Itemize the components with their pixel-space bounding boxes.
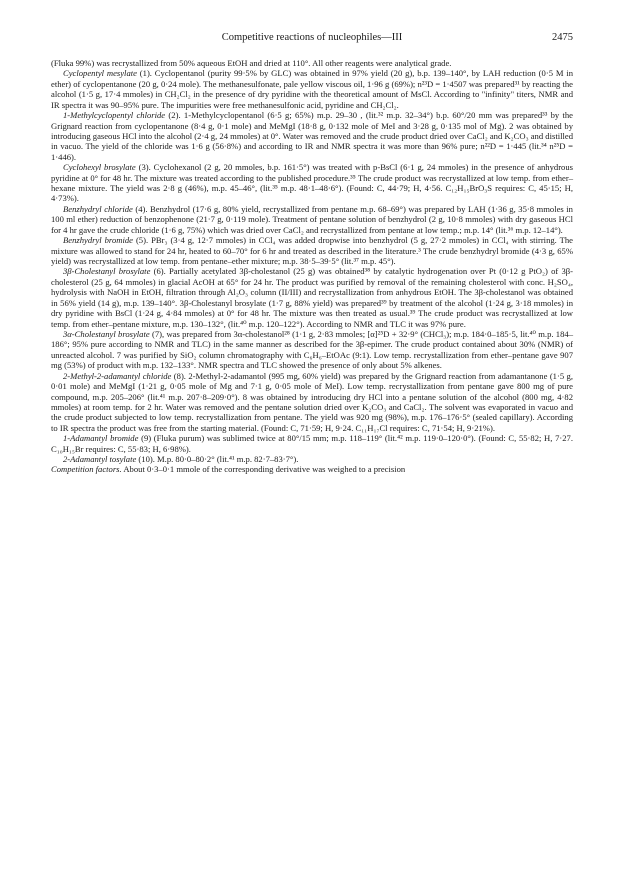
paragraph-text: (Fluka 99%) was recrystallized from 50% aqueous EtOH and dried at 110°. All other reagents were analytical grade. bbox=[51, 58, 452, 68]
paragraph-heading: Competition factors. bbox=[51, 464, 122, 475]
paragraph-text: (4). Benzhydrol (17·6 g, 80% yield, recrystallized from pentane m.p. 68–69°) was prepared by LAH (1·36 g, 35·8 mmoles in 100 ml ether) reduction of benzophenone (21·7 g, 0·119 mole). Treatment of pentane solution of benzhydrol (2 g, 10·8 mmoles) with dry gaseous HCl for 4 hr gave the crude chloride (1·6 g, 75%) which was dried over CaCl₂ and recrystallized from pentane at low temp.; m.p. 14° (lit.³⁶ m.p. 12–14°). bbox=[51, 203, 573, 235]
paragraph-text: About 0·3–0·1 mmole of the corresponding derivative was weighed to a precision bbox=[121, 464, 406, 475]
paragraph-cyclohexyl-brosylate bbox=[51, 162, 573, 204]
paragraph-text: (7), was prepared from 3α-cholestanol²⁸ (1·1 g, 2·83 mmoles; [α]²⁵D + 32·9° (CHCl₃); m.p. 184·0–185·5, lit.⁴⁰ m.p. 184–186°; 95% pure according to NMR and TLC) in the same manner as described for the 3β-epimer. The crude product contained about 30% (NMR) of unreacted alcohol. 7 was purified by SiO₂ column chromatography with C₆H₆–EtOAc (9:1). Low temp. recrystallization from ether–pentane gave 907 mg (53%) of product with m.p. 132–133°. NMR spectra and TLC showed the presence of only about 5% alkenes. bbox=[51, 328, 573, 371]
journal-page bbox=[51, 30, 573, 475]
paragraph-text: (5). PBr₃ (3·4 g, 12·7 mmoles) in CCl₄ was added dropwise into benzhydrol (5 g, 27·2 mmoles) in CCl₄ with stirring. The mixture was allowed to stand for 24 hr, heated to 60–70° for 6 hr and treated as described in the literature.³ The crude benzhydryl bromide (4·3 g, 65% yield) was recrystallized at low temp. from pentane–ether mixture; m.p. 38·5–39·5° (lit.³⁷ m.p. 45°). bbox=[51, 235, 573, 267]
paragraph-text: (9) (Fluka purum) was sublimed twice at 80°/15 mm; m.p. 118–119° (lit.⁴² m.p. 119·0–120·0°). (Found: C, 55·82; H, 7·27. C₁₀H₁₅Br requires: C, 55·83; H, 6·98%). bbox=[51, 433, 573, 454]
paragraph-text: (1). Cyclopentanol (purity 99·5% by GLC) was obtained in 97% yield (20 g), b.p. 139–140°, by LAH reduction (0·5 M in ether) of cyclopentanone (20 g, 0·24 mole). The methanesulfonate, pale yellow viscous oil, 1·96 g (69%); n²³D = 1·4507 was prepared³¹ by reacting the alcohol (1·5 g, 17·4 mmoles) in CH₂Cl₂ in the presence of dry pyridine with the theoretical amount of MsCl. According to "infinity" titers, NMR and IR spectra it was 90–95% pure. The impurities were free methanesulfonic acid, pyridine and CH₂Cl₂. bbox=[51, 68, 573, 110]
paragraph-heading: 1-Adamantyl bromide bbox=[63, 433, 139, 444]
paragraph-methylcyclopentyl-chloride bbox=[51, 110, 573, 162]
paragraph-reagents bbox=[51, 58, 573, 68]
paragraph-heading: 1-Methylcyclopentyl chloride bbox=[63, 110, 166, 121]
paragraph-heading: 2-Adamantyl tosylate bbox=[63, 454, 137, 465]
paragraph-text: (10). M.p. 80·0–80·2° (lit.⁴¹ m.p. 82·7–83·7°). bbox=[136, 454, 299, 465]
paragraph-text: (6). Partially acetylated 3β-cholestanol (25 g) was obtained³⁸ by catalytic hydrogenation over Pt (0·12 g PtO₂) of 3β-cholesterol (25 g, 64 mmoles) in glacial AcOH at 65° for 24 hr. The product was purified by removal of the remaining cholesterol with conc. H₂SO₄, hydrolysis with NaOH in EtOH, filtration through Al₂O₃ column (II/III) and recrystallization from anhydrous EtOH. The 3β-cholestanol was obtained in 56% yield (14 g), m.p. 139–140°. 3β-Cholestanyl brosylate (1·7 g, 88% yield) was prepared³⁹ by treatment of the alcohol (1·24 g, 3·18 mmoles) in dry pyridine with BsCl (1·24 g, 4·84 mmoles) at 0° for 48 hr. The mixture was then treated as usual.³⁹ The crude product was recrystallized at low temp. from ether–pentane mixture, m.p. 130–132°, (lit.⁴⁰ m.p. 120–122°). According to NMR and TLC it was 97% pure. bbox=[51, 266, 573, 329]
paragraph-heading: Benzhydryl chloride bbox=[63, 203, 133, 214]
paragraph-heading: 3α-Cholestanyl brosylate bbox=[63, 328, 150, 339]
paragraph-text: (2). 1-Methylcyclopentanol (6·5 g; 65%) m.p. 29–30 , (lit.³² m.p. 32–34°) b.p. 60°/20 mm was prepared³³ by the Grignard reaction from cyclopentanone (8·4 g, 0·1 mole) and MeMgI (18·8 g, 0·132 mole of MeI and 3·28 g, 0·135 mol of Mg). 2 was obtained by introducing gaseous HCl into the alcohol (2·4 g, 24 mmoles) at 0°. Water was removed and the crude product dried over CaCl₂ and K₂CO₃ and distilled in vacuo. The yield of the chloride was 1·6 g (56·8%) and according to IR and NMR spectra it was more than 96% pure; n²²D = 1·445 (lit.³⁴ n²⁵D = 1·446). bbox=[51, 110, 573, 162]
paragraph-heading: 2-Methyl-2-adamantyl chloride bbox=[63, 370, 172, 381]
paragraph-adamantyl-bromide bbox=[51, 433, 573, 454]
paragraph-text: (3). Cyclohexanol (2 g, 20 mmoles, b.p. 161·5°) was treated with p-BsCl (6·1 g, 24 mmoles) in the presence of anhydrous pyridine at 0° for 48 hr. The mixture was treated according to the published procedure.³⁵ The crude product was recrystallized at low temp. from ether–hexane mixture. The yield was 2·8 g (46%), m.p. 45–46°, (lit.³⁵ m.p. 48·1–48·6°). (Found: C, 44·79; H, 4·56. C₁₂H₁₅BrO₃S requires: C, 45·15; H, 4·73%). bbox=[51, 162, 573, 204]
paragraph-3beta-cholestanyl-brosylate bbox=[51, 266, 573, 329]
running-title: Competitive reactions of nucleophiles—III bbox=[221, 32, 403, 43]
paragraph-heading: Cyclopentyl mesylate bbox=[63, 68, 137, 79]
paragraph-adamantyl-tosylate bbox=[51, 454, 573, 464]
page-header bbox=[51, 30, 573, 50]
paragraph-3alpha-cholestanyl-brosylate bbox=[51, 329, 573, 371]
paragraph-methyladamantyl-chloride bbox=[51, 371, 573, 434]
paragraph-cyclopentyl-mesylate bbox=[51, 68, 573, 110]
paragraph-benzhydryl-bromide bbox=[51, 235, 573, 266]
paragraph-text: (8). 2-Methyl-2-adamantol (995 mg, 60% yield) was prepared by the Grignard reaction from adamantanone (1·5 g, 0·01 mole) and MeMgI (1·21 g, 0·05 mole of Mg and 7·1 g, 0·05 mole of MeI). Low temp. recrystallization from pentane gave 800 mg of pure compound, m.p. 205–206° (lit.⁴¹ m.p. 207·8–209·0°). 8 was obtained by introducing dry HCl into a pentane solution of the alcohol (800 mg, 4·82 mmoles) at room temp. for 2 hr. Water was removed and the pentane solution dried over K₂CO₃ and CaCl₂. The solvent was evaporated in vacuo and the crude product subjected to low temp. recrystallization from pentane. The yield was 920 mg (98%), m.p. 176–176·5° (sealed capillary). According to IR spectra the product was free from the starting material. (Found: C, 71·59; H, 9·24. C₁₁H₁₇Cl requires: C, 71·54; H, 9·21%). bbox=[51, 370, 573, 433]
paragraph-competition-factors bbox=[51, 464, 573, 474]
paragraph-benzhydryl-chloride bbox=[51, 204, 573, 235]
paragraph-heading: Benzhydryl bromide bbox=[63, 235, 133, 246]
experimental-section bbox=[51, 58, 573, 475]
paragraph-heading: 3β-Cholestanyl brosylate bbox=[63, 266, 151, 277]
page-number: 2475 bbox=[552, 32, 573, 43]
paragraph-heading: Cyclohexyl brosylate bbox=[63, 162, 136, 173]
